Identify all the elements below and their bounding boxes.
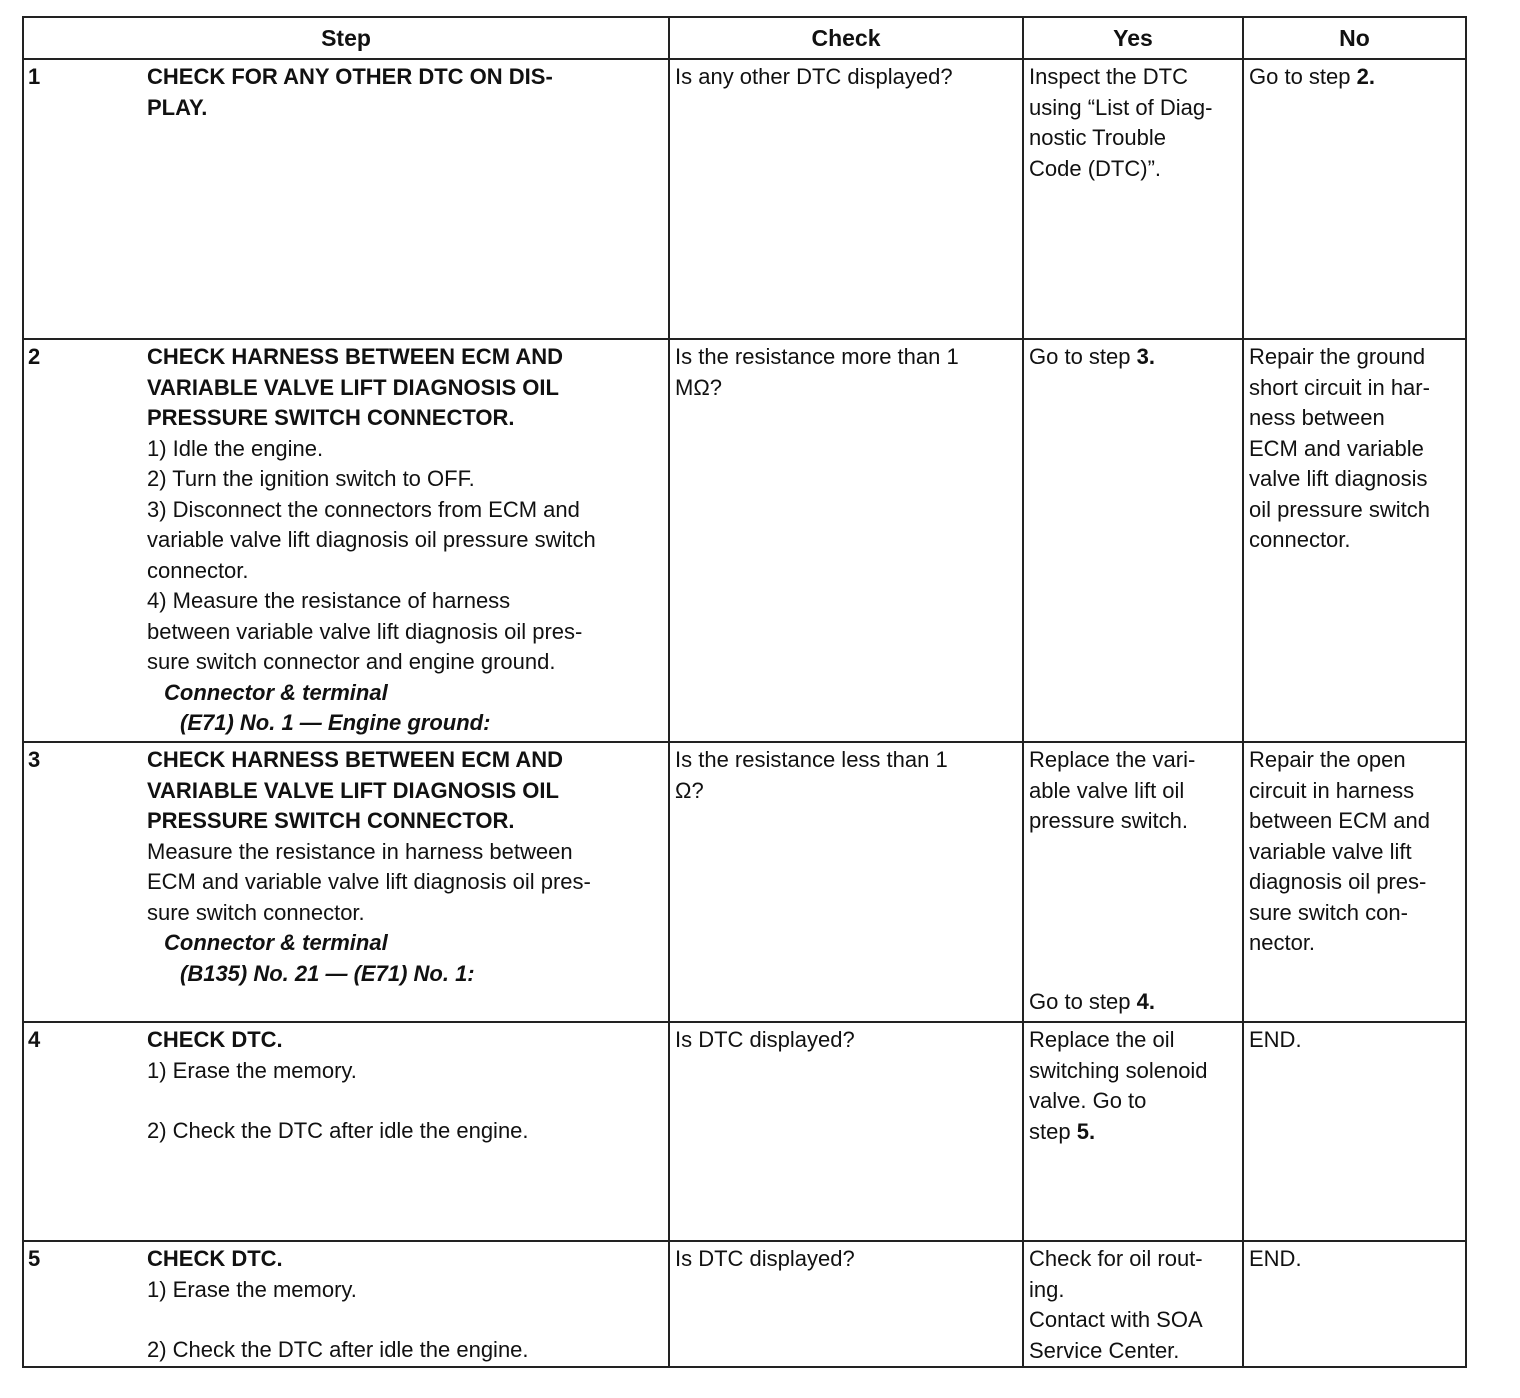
step-instruction: sure switch connector. xyxy=(147,899,365,925)
step-cell xyxy=(23,59,669,339)
step-cell xyxy=(23,1241,669,1367)
check-cell xyxy=(669,339,1023,742)
step-number: 3 xyxy=(28,747,41,772)
step-title: CHECK DTC. xyxy=(147,1027,283,1052)
step-instruction: variable valve lift diagnosis oil pressure switch xyxy=(147,527,596,552)
step-instruction: connector. xyxy=(147,557,249,583)
no-text: Repair the open xyxy=(1249,747,1406,772)
yes-text: Inspect the DTC xyxy=(1029,64,1188,89)
yes-bottom-instruction xyxy=(1029,987,1155,1018)
check-cell xyxy=(669,1241,1023,1367)
check-text: Is DTC displayed? xyxy=(675,1246,855,1271)
no-text: END. xyxy=(1249,1246,1302,1271)
diagnostic-procedure-table-container xyxy=(22,16,1465,1368)
check-text: Is the resistance less than 1 xyxy=(675,747,948,772)
header-yes: Yes xyxy=(1023,17,1243,59)
check-text: Ω? xyxy=(675,777,704,803)
step-instruction: 1) Erase the memory. xyxy=(147,1276,357,1302)
step-instruction: sure switch connector and engine ground. xyxy=(147,649,556,674)
check-text: Is DTC displayed? xyxy=(675,1027,855,1052)
step-number: 5 xyxy=(28,1246,41,1271)
step-number: 2 xyxy=(28,344,41,369)
no-cell xyxy=(1243,59,1466,339)
step-title: PRESSURE SWITCH CONNECTOR. xyxy=(147,405,515,430)
step-instruction: 2) Check the DTC after idle the engine. xyxy=(147,1337,529,1362)
yes-text: step xyxy=(1029,1118,1077,1144)
connector-value: (B135) No. 21 — (E71) No. 1: xyxy=(180,960,475,986)
step-title: CHECK DTC. xyxy=(147,1246,283,1271)
check-cell xyxy=(669,59,1023,339)
step-title: VARIABLE VALVE LIFT DIAGNOSIS OIL xyxy=(147,777,559,803)
connector-label: Connector & terminal xyxy=(164,930,388,955)
step-instruction: between variable valve lift diagnosis oil pres- xyxy=(147,618,583,644)
table-row-step-5 xyxy=(23,1241,1466,1367)
step-instruction: 1) Erase the memory. xyxy=(147,1057,357,1083)
yes-text: Contact with SOA xyxy=(1029,1307,1203,1332)
no-text: circuit in harness xyxy=(1249,777,1415,803)
no-text: connector. xyxy=(1249,527,1351,552)
yes-cell xyxy=(1023,339,1243,742)
no-text: END. xyxy=(1249,1027,1302,1052)
check-cell xyxy=(669,742,1023,1022)
step-cell xyxy=(23,339,669,742)
step-title: PLAY. xyxy=(147,94,208,120)
yes-text: valve. Go to xyxy=(1029,1088,1147,1113)
yes-step-ref: 4. xyxy=(1136,988,1155,1014)
yes-text: pressure switch. xyxy=(1029,808,1188,833)
check-text: Is the resistance more than 1 xyxy=(675,344,959,369)
yes-cell xyxy=(1023,1241,1243,1367)
step-instruction: Measure the resistance in harness between xyxy=(147,838,573,864)
no-text: Repair the ground xyxy=(1249,344,1426,369)
step-instruction: ECM and variable valve lift diagnosis oil pres- xyxy=(147,869,591,894)
check-cell xyxy=(669,1022,1023,1241)
step-cell xyxy=(23,742,669,1022)
no-text: diagnosis oil pres- xyxy=(1249,869,1427,894)
step-instruction: 3) Disconnect the connectors from ECM and xyxy=(147,496,580,522)
yes-text: Replace the vari- xyxy=(1029,747,1196,772)
yes-text: able valve lift oil xyxy=(1029,777,1185,803)
step-title: VARIABLE VALVE LIFT DIAGNOSIS OIL xyxy=(147,374,559,400)
no-text: variable valve lift xyxy=(1249,838,1412,864)
yes-cell xyxy=(1023,742,1243,1022)
yes-cell xyxy=(1023,1022,1243,1241)
step-instruction: 1) Idle the engine. xyxy=(147,435,324,461)
no-text: valve lift diagnosis xyxy=(1249,466,1428,491)
header-no: No xyxy=(1243,17,1466,59)
no-cell xyxy=(1243,1241,1466,1367)
yes-step-ref: 3. xyxy=(1136,344,1155,369)
no-text: Go to step xyxy=(1249,64,1357,89)
no-text: sure switch con- xyxy=(1249,899,1408,925)
yes-cell xyxy=(1023,59,1243,339)
no-step-ref: 2. xyxy=(1356,64,1375,89)
no-text: nector. xyxy=(1249,930,1316,955)
yes-text: using “List of Diag- xyxy=(1029,94,1213,120)
table-header-row xyxy=(23,17,1466,59)
connector-value: (E71) No. 1 — Engine ground: xyxy=(180,710,491,735)
step-instruction: 2) Check the DTC after idle the engine. xyxy=(147,1118,529,1143)
no-cell xyxy=(1243,1022,1466,1241)
yes-text: switching solenoid xyxy=(1029,1057,1208,1083)
no-text: between ECM and xyxy=(1249,808,1430,833)
yes-text: ing. xyxy=(1029,1276,1065,1302)
header-check: Check xyxy=(669,17,1023,59)
yes-text: nostic Trouble xyxy=(1029,125,1166,150)
step-title: CHECK HARNESS BETWEEN ECM AND xyxy=(147,747,563,772)
check-text: MΩ? xyxy=(675,374,723,400)
table-row-step-1 xyxy=(23,59,1466,339)
step-instruction: 4) Measure the resistance of harness xyxy=(147,588,511,613)
yes-text: Go to step xyxy=(1029,344,1137,369)
yes-text: Replace the oil xyxy=(1029,1027,1175,1052)
yes-text: Go to step xyxy=(1029,988,1137,1014)
table-row-step-4 xyxy=(23,1022,1466,1241)
yes-step-ref: 5. xyxy=(1076,1118,1096,1144)
no-text: short circuit in har- xyxy=(1249,374,1430,400)
step-number: 1 xyxy=(28,64,41,89)
step-title: CHECK HARNESS BETWEEN ECM AND xyxy=(147,344,563,369)
table-row-step-3 xyxy=(23,742,1466,1022)
yes-text: Code (DTC)”. xyxy=(1029,155,1162,181)
step-number: 4 xyxy=(28,1027,41,1052)
step-cell xyxy=(23,1022,669,1241)
step-title: CHECK FOR ANY OTHER DTC ON DIS- xyxy=(147,64,553,89)
connector-label: Connector & terminal xyxy=(164,679,388,705)
no-text: ECM and variable xyxy=(1249,435,1424,461)
no-text: ness between xyxy=(1249,405,1385,430)
yes-text: Service Center. xyxy=(1029,1337,1180,1363)
step-title: PRESSURE SWITCH CONNECTOR. xyxy=(147,808,515,833)
header-step: Step xyxy=(23,17,669,59)
no-cell xyxy=(1243,339,1466,742)
no-text: oil pressure switch xyxy=(1249,496,1430,522)
diagnostic-procedure-table xyxy=(22,16,1467,1368)
step-instruction: 2) Turn the ignition switch to OFF. xyxy=(147,466,475,491)
no-cell xyxy=(1243,742,1466,1022)
table-row-step-2 xyxy=(23,339,1466,742)
check-text: Is any other DTC displayed? xyxy=(675,64,953,89)
yes-text: Check for oil rout- xyxy=(1029,1246,1203,1271)
